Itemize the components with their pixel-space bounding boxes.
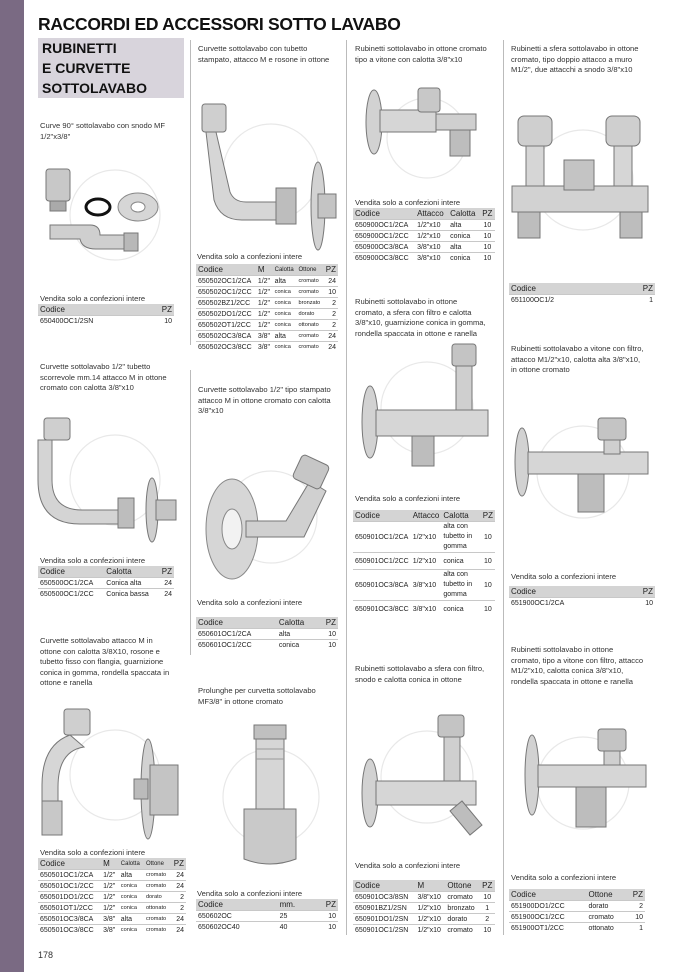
table-row: 650502OT1/2CC 1/2" conica ottonato 2 bbox=[198, 321, 336, 329]
table-row: 650901OC3/8SN 3/8"x10 cromato 10 bbox=[353, 892, 495, 903]
table-row: 650501OC1/2CA 1/2" alta cromato 24 bbox=[40, 871, 184, 879]
product-image-curvette-stampato bbox=[196, 92, 346, 252]
column-divider bbox=[346, 40, 347, 935]
table-row: 650900OC3/8CA 3/8"x10 alta 10 bbox=[353, 242, 495, 253]
table-row: Codice mm. PZ bbox=[198, 900, 336, 909]
table-row: 650501OC1/2CC 1/2" conica cromato 24 bbox=[40, 882, 184, 890]
table-row: 650500OC1/2CC Conica bassa 24 bbox=[40, 590, 172, 598]
product-image-rubinetto-vitone-conica bbox=[508, 715, 658, 855]
table-row: 650901BZ1/2SN 1/2"x10 bronzato 1 bbox=[353, 903, 495, 914]
table-row: 650901OC3/8CA 3/8"x10 alta con tubetto in gomma 10 bbox=[353, 570, 495, 601]
table-row: 650502OC1/2CA 1/2" alta cromato 24 bbox=[198, 277, 336, 285]
product-caption: Prolunghe per curvetta sottolavabo MF3/8" in ottone cromato bbox=[198, 686, 316, 706]
product-table bbox=[38, 566, 174, 599]
table-row: 650400OC1/2SN 10 bbox=[40, 317, 172, 325]
table-row: 650900OC1/2CA 1/2"x10 alta 10 bbox=[353, 220, 495, 231]
product-caption: Curvette sottolavabo 1/2" tipo stampato attacco M in ottone cromato con calotta 3/8"x10 bbox=[198, 385, 331, 415]
table-row: Codice PZ bbox=[40, 305, 172, 314]
section-title-line1: RUBINETTI bbox=[42, 40, 117, 56]
table-row: Codice Ottone PZ bbox=[511, 890, 643, 899]
sold-note: Vendita solo a confezioni intere bbox=[355, 861, 461, 870]
table-row: Codice Attacco Calotta PZ bbox=[355, 511, 493, 520]
column-divider bbox=[190, 370, 191, 655]
product-caption: Rubinetti sottolavabo a vitone con filtro, attacco M1/2"x10, calotta alta 3/8"x10, in ottone cromato bbox=[511, 344, 644, 374]
product-table bbox=[509, 889, 645, 933]
product-image-prolunga bbox=[196, 715, 346, 880]
page-number: 178 bbox=[38, 950, 54, 960]
table-row: 650500OC1/2CA Conica alta 24 bbox=[40, 579, 172, 587]
table-row: 650901DO1/2SN 1/2"x10 dorato 2 bbox=[353, 914, 495, 925]
table-row: Codice PZ bbox=[511, 587, 653, 596]
table-row: 650502DO1/2CC 1/2" conica dorato 2 bbox=[198, 310, 336, 318]
table-row: 650901OC1/2SN 1/2"x10 cromato 10 bbox=[353, 925, 495, 936]
product-table bbox=[509, 586, 655, 608]
table-row: 650901OC1/2CA 1/2"x10 alta con tubetto in gomma 10 bbox=[353, 522, 495, 553]
product-image-curvette-scorrevole bbox=[40, 410, 190, 545]
table-row: 650901OC3/8CC 3/8"x10 conica 10 bbox=[353, 601, 495, 618]
product-table bbox=[38, 858, 186, 935]
table-row: 650601OC1/2CA alta 10 bbox=[198, 630, 336, 638]
table-row: 651900OC1/2CC cromato 10 bbox=[511, 913, 643, 921]
table-row: 650901OC1/2CC 1/2"x10 conica 10 bbox=[353, 553, 495, 570]
product-table bbox=[353, 510, 495, 617]
product-table bbox=[38, 304, 174, 326]
sold-note: Vendita solo a confezioni intere bbox=[197, 252, 303, 261]
product-caption: Rubinetti sottolavabo in ottone cromato, tipo a vitone con filtro, attacco M1/2"x10, calotta conica 3/8"x10, rondella spaccata in ottone e ranella bbox=[511, 645, 644, 686]
product-image-doppio-attacco bbox=[508, 100, 658, 260]
table-row: 650501OC3/8CA 3/8" alta cromato 24 bbox=[40, 915, 184, 923]
table-row: Codice M Calotta Ottone PZ bbox=[40, 859, 184, 868]
table-row: 650502BZ1/2CC 1/2" conica bronzato 2 bbox=[198, 299, 336, 307]
product-caption: Rubinetti sottolavabo in ottone cromato tipo a vitone con calotta 3/8"x10 bbox=[355, 44, 487, 64]
sold-note: Vendita solo a confezioni intere bbox=[355, 198, 461, 207]
product-image-rubinetto-sfera-snodo bbox=[352, 705, 502, 855]
page-title: RACCORDI ED ACCESSORI SOTTO LAVABO bbox=[38, 14, 401, 34]
product-table bbox=[353, 208, 495, 263]
product-table bbox=[196, 899, 338, 932]
column-divider bbox=[503, 40, 504, 935]
table-row: Codice Calotta PZ bbox=[198, 618, 336, 627]
table-row: 650602OC 25 10 bbox=[198, 912, 336, 920]
table-row: 650602OC40 40 10 bbox=[198, 923, 336, 931]
sold-note: Vendita solo a confezioni intere bbox=[511, 572, 617, 581]
section-title-line3: SOTTOLAVABO bbox=[42, 80, 147, 96]
side-color-band bbox=[0, 0, 24, 972]
table-row: Codice M Ottone PZ bbox=[353, 880, 495, 892]
sold-note: Vendita solo a confezioni intere bbox=[40, 294, 146, 303]
table-row: Codice PZ bbox=[511, 284, 653, 293]
product-caption: Rubinetti sottolavabo a sfera con filtro, snodo e calotta conica in ottone bbox=[355, 664, 485, 684]
product-caption: Rubinetti a sfera sottolavabo in ottone cromato, tipo doppio attacco a muro M1/2", due attacchi a snodo 3/8"x10 bbox=[511, 44, 639, 74]
table-row: 651100OC1/2 1 bbox=[511, 296, 653, 304]
sold-note: Vendita solo a confezioni intere bbox=[40, 556, 146, 565]
product-caption: Curve 90° sottolavabo con snodo MF 1/2"x3/8" bbox=[40, 121, 166, 141]
product-image-rubinetto-vitone-filtro bbox=[508, 400, 658, 550]
product-table bbox=[196, 264, 338, 352]
table-row: 651900DO1/2CC dorato 2 bbox=[511, 902, 643, 910]
table-row: 651900OT1/2CC ottonato 1 bbox=[511, 924, 643, 932]
product-table bbox=[353, 880, 495, 935]
sold-note: Vendita solo a confezioni intere bbox=[197, 889, 303, 898]
section-title-box bbox=[38, 38, 184, 98]
table-row: 650501DO1/2CC 1/2" conica dorato 2 bbox=[40, 893, 184, 901]
table-row: 651900OC1/2CA 10 bbox=[511, 599, 653, 607]
product-image-curvette-flangia bbox=[40, 705, 190, 845]
sold-note: Vendita solo a confezioni intere bbox=[355, 494, 461, 503]
table-row: 650900OC1/2CC 1/2"x10 conica 10 bbox=[353, 231, 495, 242]
table-row: Codice M Calotta Ottone PZ bbox=[198, 265, 336, 274]
table-row: 650501OC3/8CC 3/8" conica cromato 24 bbox=[40, 926, 184, 934]
sold-note: Vendita solo a confezioni intere bbox=[511, 873, 617, 882]
product-table bbox=[196, 617, 338, 650]
table-row: 650502OC3/8CA 3/8" alta cromato 24 bbox=[198, 332, 336, 340]
table-row: 650900OC3/8CC 3/8"x10 conica 10 bbox=[353, 253, 495, 264]
product-caption: Curvette sottolavabo con tubetto stampato, attacco M e rosone in ottone bbox=[198, 44, 330, 64]
table-row: Codice Calotta PZ bbox=[40, 567, 172, 576]
sold-note: Vendita solo a confezioni intere bbox=[40, 848, 146, 857]
table-row: 650501OT1/2CC 1/2" conica ottonato 2 bbox=[40, 904, 184, 912]
table-row: 650502OC1/2CC 1/2" conica cromato 10 bbox=[198, 288, 336, 296]
table-row: 650601OC1/2CC conica 10 bbox=[198, 641, 336, 649]
column-divider bbox=[190, 40, 191, 345]
product-image-rubinetto-vitone bbox=[352, 82, 502, 197]
section-title-line2: E CURVETTE bbox=[42, 60, 131, 76]
product-image-rubinetto-sfera-filtro bbox=[352, 336, 502, 486]
product-table bbox=[509, 283, 655, 305]
sold-note: Vendita solo a confezioni intere bbox=[197, 598, 303, 607]
product-caption: Curvette sottolavabo attacco M in ottone con calotta 3/8X10, rosone e tubetto fisso con flangia, guarnizione conica in gomma, rondella spaccata in ottone e ranella bbox=[40, 636, 170, 687]
product-image-curve-mf bbox=[40, 155, 190, 285]
table-row: 650502OC3/8CC 3/8" conica cromato 24 bbox=[198, 343, 336, 351]
product-caption: Rubinetti sottolavabo in ottone cromato, a sfera con filtro e calotta 3/8"x10, guarnizione conica in gomma, rondella spaccata in ottone e ranella bbox=[355, 297, 486, 338]
product-caption: Curvette sottolavabo 1/2" tubetto scorrevole mm.14 attacco M in ottone cromato con calotta 3/8"x10 bbox=[40, 362, 167, 392]
table-row: Codice Attacco Calotta PZ bbox=[353, 208, 495, 220]
product-image-curvette-tipo-stampato bbox=[196, 445, 346, 590]
